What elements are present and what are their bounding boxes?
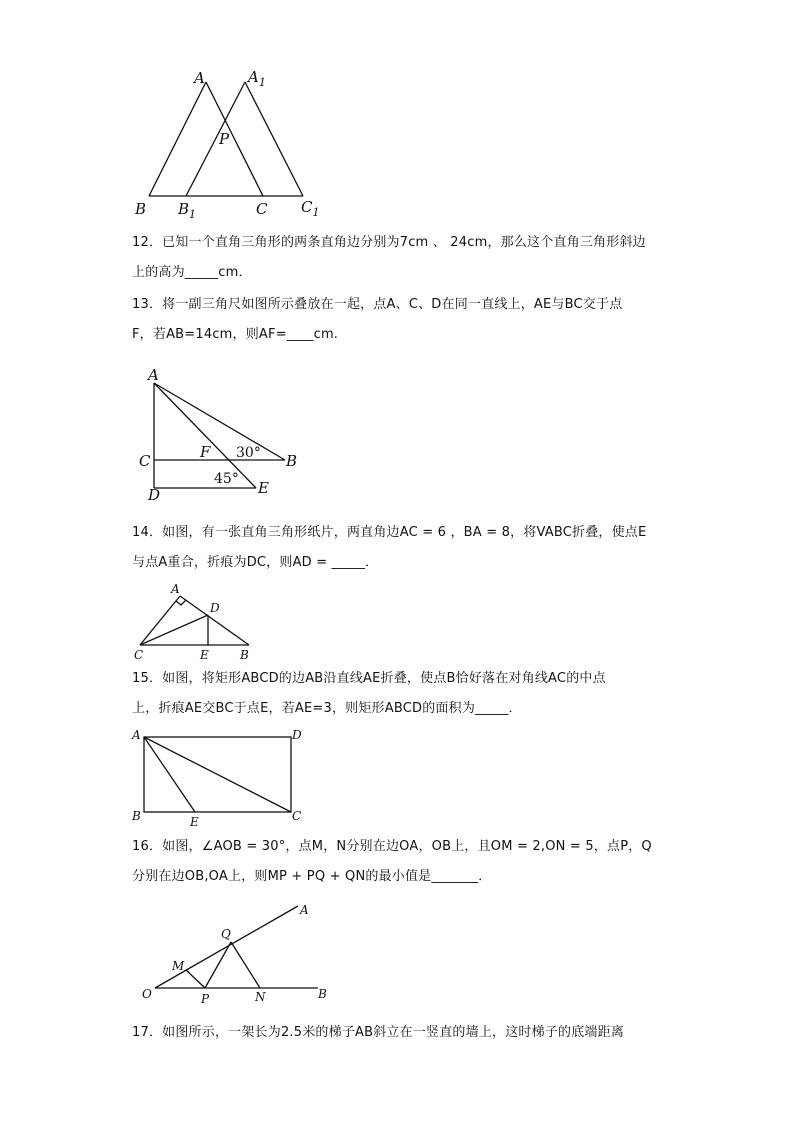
label-A: A	[148, 366, 159, 384]
label-A: A	[171, 582, 180, 596]
label-B: B	[318, 987, 327, 1001]
question-13-line-2: F，若AB=14cm，则AF=____cm.	[132, 327, 339, 342]
question-13-line-1: 13．将一副三角尺如图所示叠放在一起，点A、C、D在同一直线上，AE与BC交于点	[132, 297, 623, 312]
label-E: E	[190, 815, 199, 829]
label-E: E	[200, 648, 209, 662]
label-B: B	[240, 648, 249, 662]
label-C: C	[134, 648, 144, 662]
question-14	[132, 518, 672, 578]
label-C: C	[139, 452, 151, 470]
question-16-line-1: 16．如图，∠AOB = 30°，点M，N分别在边OA，OB上，且OM = 2,ON = 5，点P，Q	[132, 839, 652, 854]
question-12-line-2: 上的高为_____cm．	[132, 265, 252, 280]
label-A: A	[300, 903, 309, 917]
label-D: D	[210, 601, 220, 615]
question-15	[132, 664, 672, 724]
question-16-line-2: 分别在边OB,OA上，则MP + PQ + QN的最小值是_______．	[132, 869, 492, 884]
label-F: F	[200, 443, 211, 461]
label-B: B	[286, 452, 298, 470]
label-N: N	[255, 990, 266, 1004]
label-P: P	[201, 992, 210, 1006]
question-12	[132, 228, 672, 288]
question-17	[132, 1018, 672, 1048]
label-A1: $A_1$	[248, 68, 266, 89]
label-D: D	[292, 728, 302, 742]
question-14-line-2: 与点A重合，折痕为DC，则AD = _____．	[132, 555, 379, 570]
label-M: M	[172, 959, 185, 973]
angle-30-label: 30°	[236, 445, 261, 461]
question-14-line-1: 14．如图，有一张直角三角形纸片，两直角边AC = 6 ，BA = 8，将VABC折叠，使点E	[132, 525, 647, 540]
question-13	[132, 290, 672, 350]
label-P: P	[219, 130, 230, 148]
question-17-line-1: 17．如图所示，一架长为2.5米的梯子AB斜立在一竖直的墙上，这时梯子的底端距离	[132, 1025, 625, 1040]
label-O: O	[142, 987, 152, 1001]
label-C: C	[292, 809, 302, 823]
angle-45-label: 45°	[214, 471, 239, 487]
label-B: B	[132, 809, 141, 823]
question-12-line-1: 12．已知一个直角三角形的两条直角边分别为7cm 、 24cm，那么这个直角三角形斜边	[132, 235, 646, 250]
label-A: A	[194, 69, 205, 87]
label-D: D	[148, 486, 161, 504]
question-16	[132, 832, 672, 892]
question-15-line-2: 上，折痕AE交BC于点E，若AE=3，则矩形ABCD的面积为_____．	[132, 701, 522, 716]
question-15-line-1: 15．如图，将矩形ABCD的边AB沿直线AE折叠，使点B恰好落在对角线AC的中点	[132, 671, 606, 686]
label-A: A	[132, 728, 141, 742]
label-B: B	[135, 200, 147, 218]
label-C: C	[256, 200, 268, 218]
label-B1: $B_1$	[178, 200, 197, 221]
label-E: E	[258, 479, 269, 497]
label-Q: Q	[221, 927, 231, 941]
label-C1: $C_1$	[301, 198, 320, 219]
